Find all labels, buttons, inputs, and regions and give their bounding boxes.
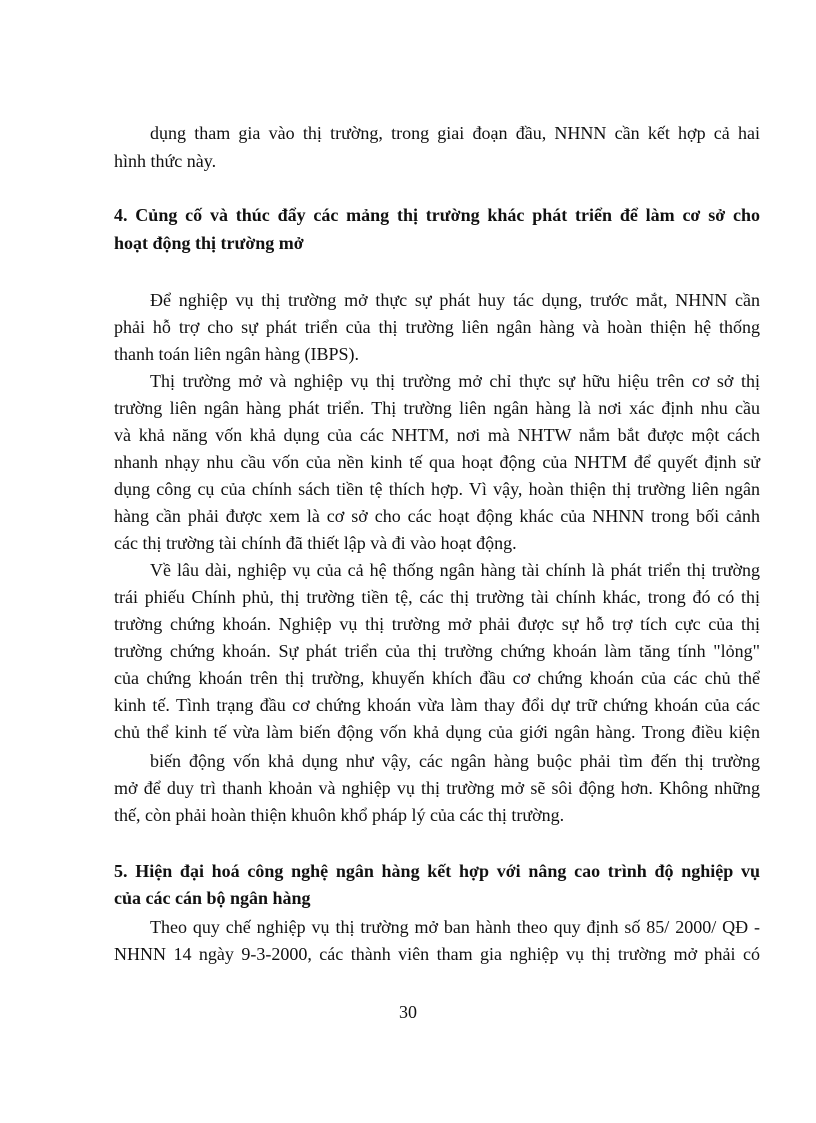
body-text-line: hàng cần phải được xem là cơ sở cho các hoạt động khác của NHNN trong bối cảnh — [114, 506, 760, 526]
body-text-line: thanh toán liên ngân hàng (IBPS). — [114, 344, 359, 364]
body-text-line: trường liên ngân hàng phát triển. Thị trường liên ngân hàng là nơi xác định nhu cầu — [114, 398, 760, 418]
body-text-line: Theo quy chế nghiệp vụ thị trường mở ban hành theo quy định số 85/ 2000/ QĐ - — [150, 917, 760, 937]
body-text-line: Thị trường mở và nghiệp vụ thị trường mở chỉ thực sự hữu hiệu trên cơ sở thị — [150, 371, 760, 391]
body-text-line: phải hỗ trợ cho sự phát triển của thị trường liên ngân hàng và hoàn thiện hệ thống — [114, 317, 760, 337]
body-text-line: NHNN 14 ngày 9-3-2000, các thành viên tham gia nghiệp vụ thị trường mở phải có — [114, 944, 760, 964]
page-number: 30 — [399, 1002, 417, 1022]
body-text-line: trường chứng khoán. Nghiệp vụ thị trường mở phải được sự hỗ trợ tích cực của thị — [114, 614, 760, 634]
body-text-line: của chứng khoán trên thị trường, khuyến khích đầu cơ chứng khoán của các chủ thể — [114, 668, 760, 688]
body-text-line: nhanh nhạy nhu cầu vốn của nền kinh tế qua hoạt động của NHTM để quyết định sử — [114, 452, 760, 472]
section-heading-5: 5. Hiện đại hoá công nghệ ngân hàng kết hợp với nâng cao trình độ nghiệp vụ — [114, 861, 760, 881]
body-text-line: chủ thể kinh tế vừa làm biến động vốn khả dụng của giới ngân hàng. Trong điều kiện — [114, 722, 760, 742]
body-text-line: thế, còn phải hoàn thiện khuôn khổ pháp lý của các thị trường. — [114, 805, 565, 825]
body-text-line: kinh tế. Tình trạng đầu cơ chứng khoán vừa làm thay đổi dự trữ chứng khoán của các — [114, 695, 760, 715]
section-heading-5-cont: của các cán bộ ngân hàng — [114, 888, 311, 908]
body-text-line: các thị trường tài chính đã thiết lập và đi vào hoạt động. — [114, 533, 517, 553]
body-text-line: biến động vốn khả dụng như vậy, các ngân hàng buộc phải tìm đến thị trường — [150, 751, 760, 771]
body-text-line: Để nghiệp vụ thị trường mở thực sự phát huy tác dụng, trước mắt, NHNN cần — [150, 290, 760, 310]
body-text-line: trái phiếu Chính phủ, thị trường tiền tệ, các thị trường tài chính khác, trong đó có thị — [114, 587, 760, 607]
body-text-line: trường chứng khoán. Sự phát triển của thị trường chứng khoán làm tăng tính "lỏng" — [114, 641, 760, 661]
body-text-line: và khả năng vốn khả dụng của các NHTM, nơi mà NHTW nắm bắt được một cách — [114, 425, 760, 445]
section-heading-4-cont: hoạt động thị trường mở — [114, 233, 304, 253]
body-text-line: dụng công cụ của chính sách tiền tệ thích hợp. Vì vậy, hoàn thiện thị trường liên ngân — [114, 479, 760, 499]
body-text-line: Về lâu dài, nghiệp vụ của cả hệ thống ngân hàng tài chính là phát triển thị trường — [150, 560, 760, 580]
body-text-line: mở để duy trì thanh khoản và nghiệp vụ thị trường mở sẽ sôi động hơn. Không những — [114, 778, 760, 798]
body-text-line: dụng tham gia vào thị trường, trong giai đoạn đầu, NHNN cần kết hợp cả hai — [150, 123, 760, 143]
body-text-line: hình thức này. — [114, 151, 217, 171]
section-heading-4: 4. Củng cố và thúc đẩy các mảng thị trường khác phát triển để làm cơ sở cho — [114, 205, 760, 225]
